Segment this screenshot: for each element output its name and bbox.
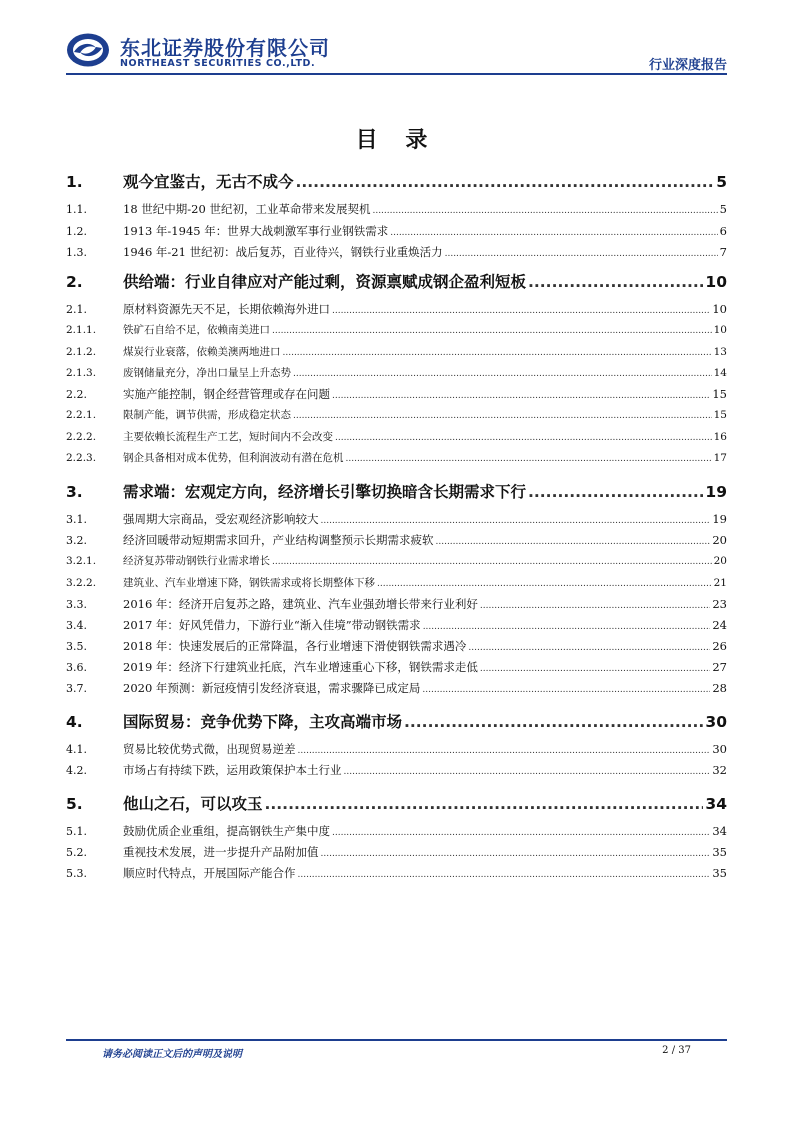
toc-entry[interactable]: [66, 532, 727, 548]
toc-entry-page: 34: [705, 795, 727, 813]
toc-entry[interactable]: [66, 511, 727, 527]
toc-leader-dots: [377, 579, 712, 589]
page-indicator: 2 / 37: [662, 1045, 691, 1056]
toc-entry[interactable]: [66, 407, 727, 422]
toc-leader-dots: [468, 643, 710, 653]
toc-entry-page: 20: [713, 555, 727, 567]
toc-entry-number: 3.3.: [66, 598, 87, 611]
toc-entry-page: 10: [713, 324, 727, 336]
toc-entry[interactable]: [66, 792, 727, 814]
toc-entry-page: 27: [712, 660, 727, 674]
toc-entry[interactable]: [66, 386, 727, 402]
toc-entry-title: 主要依赖长流程生产工艺，短时间内不会改变: [123, 431, 333, 443]
toc-entry-number: 3.2.1.: [66, 555, 97, 567]
toc-entry-title: 原材料资源先天不足，长期依赖海外进口: [123, 302, 330, 316]
footer-disclaimer: 请务必阅读正文后的声明及说明: [102, 1049, 242, 1060]
toc-entry-title: 2019 年：经济下行建筑业托底，汽车业增速重心下移，钢铁需求走低: [123, 660, 478, 674]
toc-entry-page: 30: [712, 742, 727, 756]
toc-entry-title: 2018 年：快速发展后的正常降温，各行业增速下滑使钢铁需求遇冷: [123, 639, 467, 653]
toc-leader-dots: [335, 433, 712, 443]
toc-entry-title: 经济复苏带动钢铁行业需求增长: [123, 555, 270, 567]
toc-leader-dots: [372, 206, 717, 216]
toc-entry-page: 10: [705, 273, 727, 291]
toc-leader-dots: [480, 664, 710, 674]
toc-entry-title: 鼓励优质企业重组，提高钢铁生产集中度: [123, 824, 330, 838]
toc-leader-dots: [528, 483, 703, 501]
toc-entry-title: 1946 年-21 世纪初：战后复苏，百业待兴，钢铁行业重焕活力: [123, 245, 443, 259]
toc-entry-number: 3.2.2.: [66, 577, 97, 589]
toc-entry-number: 1.2.: [66, 225, 87, 238]
toc-entry[interactable]: [66, 244, 727, 260]
toc-leader-dots: [423, 622, 711, 632]
toc-entry-page: 30: [705, 713, 727, 731]
toc-entry-page: 20: [712, 533, 727, 547]
toc-entry[interactable]: [66, 553, 727, 568]
toc-entry-title: 供给端：行业自律应对产能过剩，资源禀赋成钢企盈利短板: [123, 273, 527, 291]
toc-entry[interactable]: [66, 201, 727, 217]
toc-entry-title: 强周期大宗商品，受宏观经济影响较大: [123, 512, 319, 526]
toc-title: 目 录: [355, 128, 438, 153]
toc-entry[interactable]: [66, 170, 727, 192]
toc-entry-number: 4.: [66, 713, 83, 731]
toc-entry-number: 3.6.: [66, 661, 87, 674]
toc-entry-title: 市场占有持续下跌，运用政策保护本土行业: [123, 763, 342, 777]
toc-entry-page: 14: [713, 367, 727, 379]
toc-entry[interactable]: [66, 659, 727, 675]
company-logo-icon: [66, 32, 110, 68]
toc-entry-title: 需求端：宏观定方向，经济增长引擎切换暗含长期需求下行: [123, 483, 527, 501]
toc-entry-number: 3.: [66, 483, 83, 501]
toc-leader-dots: [480, 601, 710, 611]
toc-entry[interactable]: [66, 223, 727, 239]
toc-entry-title: 煤炭行业衰落，依赖美澳两地进口: [123, 346, 281, 358]
toc-entry-number: 2.2.1.: [66, 409, 97, 421]
toc-entry-number: 3.5.: [66, 640, 87, 653]
toc-entry[interactable]: [66, 575, 727, 590]
toc-entry-number: 2.2.: [66, 388, 87, 401]
header-divider: [66, 73, 727, 75]
toc-entry[interactable]: [66, 429, 727, 444]
toc-entry-title: 他山之石，可以攻玉: [123, 795, 263, 813]
toc-entry[interactable]: [66, 365, 727, 380]
toc-leader-dots: [436, 537, 711, 547]
toc-leader-dots: [321, 516, 711, 526]
toc-leader-dots: [332, 391, 710, 401]
toc-leader-dots: [272, 557, 712, 567]
toc-entry[interactable]: [66, 762, 727, 778]
toc-entry[interactable]: [66, 596, 727, 612]
toc-entry-page: 6: [719, 224, 727, 238]
toc-leader-dots: [332, 306, 710, 316]
toc-entry-page: 13: [713, 346, 727, 358]
toc-entry-title: 顺应时代特点，开展国际产能合作: [123, 866, 296, 880]
toc-leader-dots: [283, 348, 712, 358]
toc-entry-page: 5: [716, 173, 727, 191]
toc-entry-title: 限制产能，调节供需，形成稳定状态: [123, 409, 291, 421]
toc-entry-title: 重视技术发展，进一步提升产品附加值: [123, 845, 319, 859]
toc-entry[interactable]: [66, 450, 727, 465]
toc-entry-page: 34: [712, 824, 727, 838]
toc-entry-title: 钢企具备相对成本优势，但利润波动有潜在危机: [123, 452, 344, 464]
toc-entry-page: 19: [705, 483, 727, 501]
toc-entry-number: 2.1.1.: [66, 324, 97, 336]
toc-entry-title: 贸易比较优势式微，出现贸易逆差: [123, 742, 296, 756]
toc-entry-page: 21: [713, 577, 727, 589]
toc-entry-number: 2.1.: [66, 303, 87, 316]
toc-entry[interactable]: [66, 823, 727, 839]
toc-leader-dots: [344, 767, 711, 777]
toc-entry-number: 2.2.3.: [66, 452, 97, 464]
toc-entry-number: 5.1.: [66, 825, 87, 838]
toc-entry-page: 35: [712, 866, 727, 880]
toc-entry-number: 3.1.: [66, 513, 87, 526]
toc-entry[interactable]: [66, 844, 727, 860]
toc-entry-number: 3.4.: [66, 619, 87, 632]
toc-entry-number: 1.1.: [66, 203, 87, 216]
toc-leader-dots: [272, 326, 712, 336]
toc-entry-number: 5.2.: [66, 846, 87, 859]
toc-leader-dots: [298, 746, 711, 756]
toc-leader-dots: [293, 411, 712, 421]
toc-entry-page: 15: [712, 387, 727, 401]
toc-entry-title: 实施产能控制，钢企经营管理或存在问题: [123, 387, 330, 401]
toc-entry[interactable]: [66, 865, 727, 881]
company-name-en: NORTHEAST SECURITIES CO.,LTD.: [120, 58, 316, 69]
toc-leader-dots: [422, 685, 710, 695]
toc-entry-number: 2.1.2.: [66, 346, 97, 358]
toc-entry[interactable]: [66, 322, 727, 337]
toc-entry-number: 4.2.: [66, 764, 87, 777]
toc-entry-number: 2.: [66, 273, 83, 291]
toc-leader-dots: [404, 713, 703, 731]
toc-entry-page: 7: [719, 245, 727, 259]
toc-entry-number: 1.3.: [66, 246, 87, 259]
toc-entry-page: 24: [712, 618, 727, 632]
toc-entry[interactable]: [66, 344, 727, 359]
toc-entry-title: 建筑业、汽车业增速下降，钢铁需求或将长期整体下移: [123, 577, 375, 589]
toc-entry-page: 10: [712, 302, 727, 316]
toc-entry-page: 23: [712, 597, 727, 611]
toc-entry-number: 5.: [66, 795, 83, 813]
toc-entry[interactable]: [66, 710, 727, 732]
toc-entry-page: 35: [712, 845, 727, 859]
toc-entry-page: 15: [713, 409, 727, 421]
toc-entry-title: 2016 年：经济开启复苏之路，建筑业、汽车业强劲增长带来行业利好: [123, 597, 478, 611]
toc-entry[interactable]: [66, 741, 727, 757]
toc-entry[interactable]: [66, 680, 727, 696]
toc-entry-page: 5: [719, 202, 727, 216]
toc-entry-title: 2017 年：好风凭借力，下游行业“渐入佳境”带动钢铁需求: [123, 618, 421, 632]
toc-entry-title: 国际贸易：竞争优势下降，主攻高端市场: [123, 713, 403, 731]
toc-entry-number: 1.: [66, 173, 83, 191]
page-header: [66, 26, 727, 72]
toc-entry-page: 17: [713, 452, 727, 464]
report-type-label: 行业深度报告: [648, 58, 727, 73]
toc-leader-dots: [445, 249, 718, 259]
toc-entry-number: 5.3.: [66, 867, 87, 880]
toc-entry-page: 28: [712, 681, 727, 695]
toc-entry[interactable]: [66, 480, 727, 502]
toc-entry-title: 铁矿石自给不足，依赖南美进口: [123, 324, 270, 336]
toc-entry[interactable]: [66, 638, 727, 654]
toc-leader-dots: [528, 273, 703, 291]
toc-entry-title: 1913 年-1945 年：世界大战刺激军事行业钢铁需求: [123, 224, 389, 238]
toc-entry-page: 16: [713, 431, 727, 443]
footer-divider: [66, 1039, 727, 1041]
toc-entry-title: 18 世纪中期-20 世纪初，工业革命带来发展契机: [123, 202, 371, 216]
toc-entry-page: 26: [712, 639, 727, 653]
toc-leader-dots: [321, 849, 711, 859]
toc-leader-dots: [390, 228, 717, 238]
toc-leader-dots: [296, 173, 715, 191]
toc-entry-number: 3.7.: [66, 682, 87, 695]
toc-entry-title: 经济回暖带动短期需求回升，产业结构调整预示长期需求疲软: [123, 533, 434, 547]
toc-entry-page: 19: [712, 512, 727, 526]
company-name-cn: 东北证券股份有限公司: [120, 36, 330, 60]
toc-entry-number: 2.1.3.: [66, 367, 97, 379]
toc-leader-dots: [293, 369, 712, 379]
toc-leader-dots: [332, 828, 710, 838]
toc-entry-number: 2.2.2.: [66, 431, 97, 443]
toc-entry[interactable]: [66, 617, 727, 633]
toc-entry[interactable]: [66, 270, 727, 292]
toc-leader-dots: [346, 454, 712, 464]
toc-entry-title: 废钢储量充分，净出口量呈上升态势: [123, 367, 291, 379]
toc-entry-page: 32: [712, 763, 727, 777]
toc-entry-title: 观今宜鉴古，无古不成今: [123, 173, 294, 191]
toc-entry-title: 2020 年预测：新冠疫情引发经济衰退，需求骤降已成定局: [123, 681, 421, 695]
toc-entry-number: 4.1.: [66, 743, 87, 756]
toc-leader-dots: [265, 795, 704, 813]
toc-entry[interactable]: [66, 301, 727, 317]
toc-leader-dots: [298, 870, 711, 880]
toc-entry-number: 3.2.: [66, 534, 87, 547]
